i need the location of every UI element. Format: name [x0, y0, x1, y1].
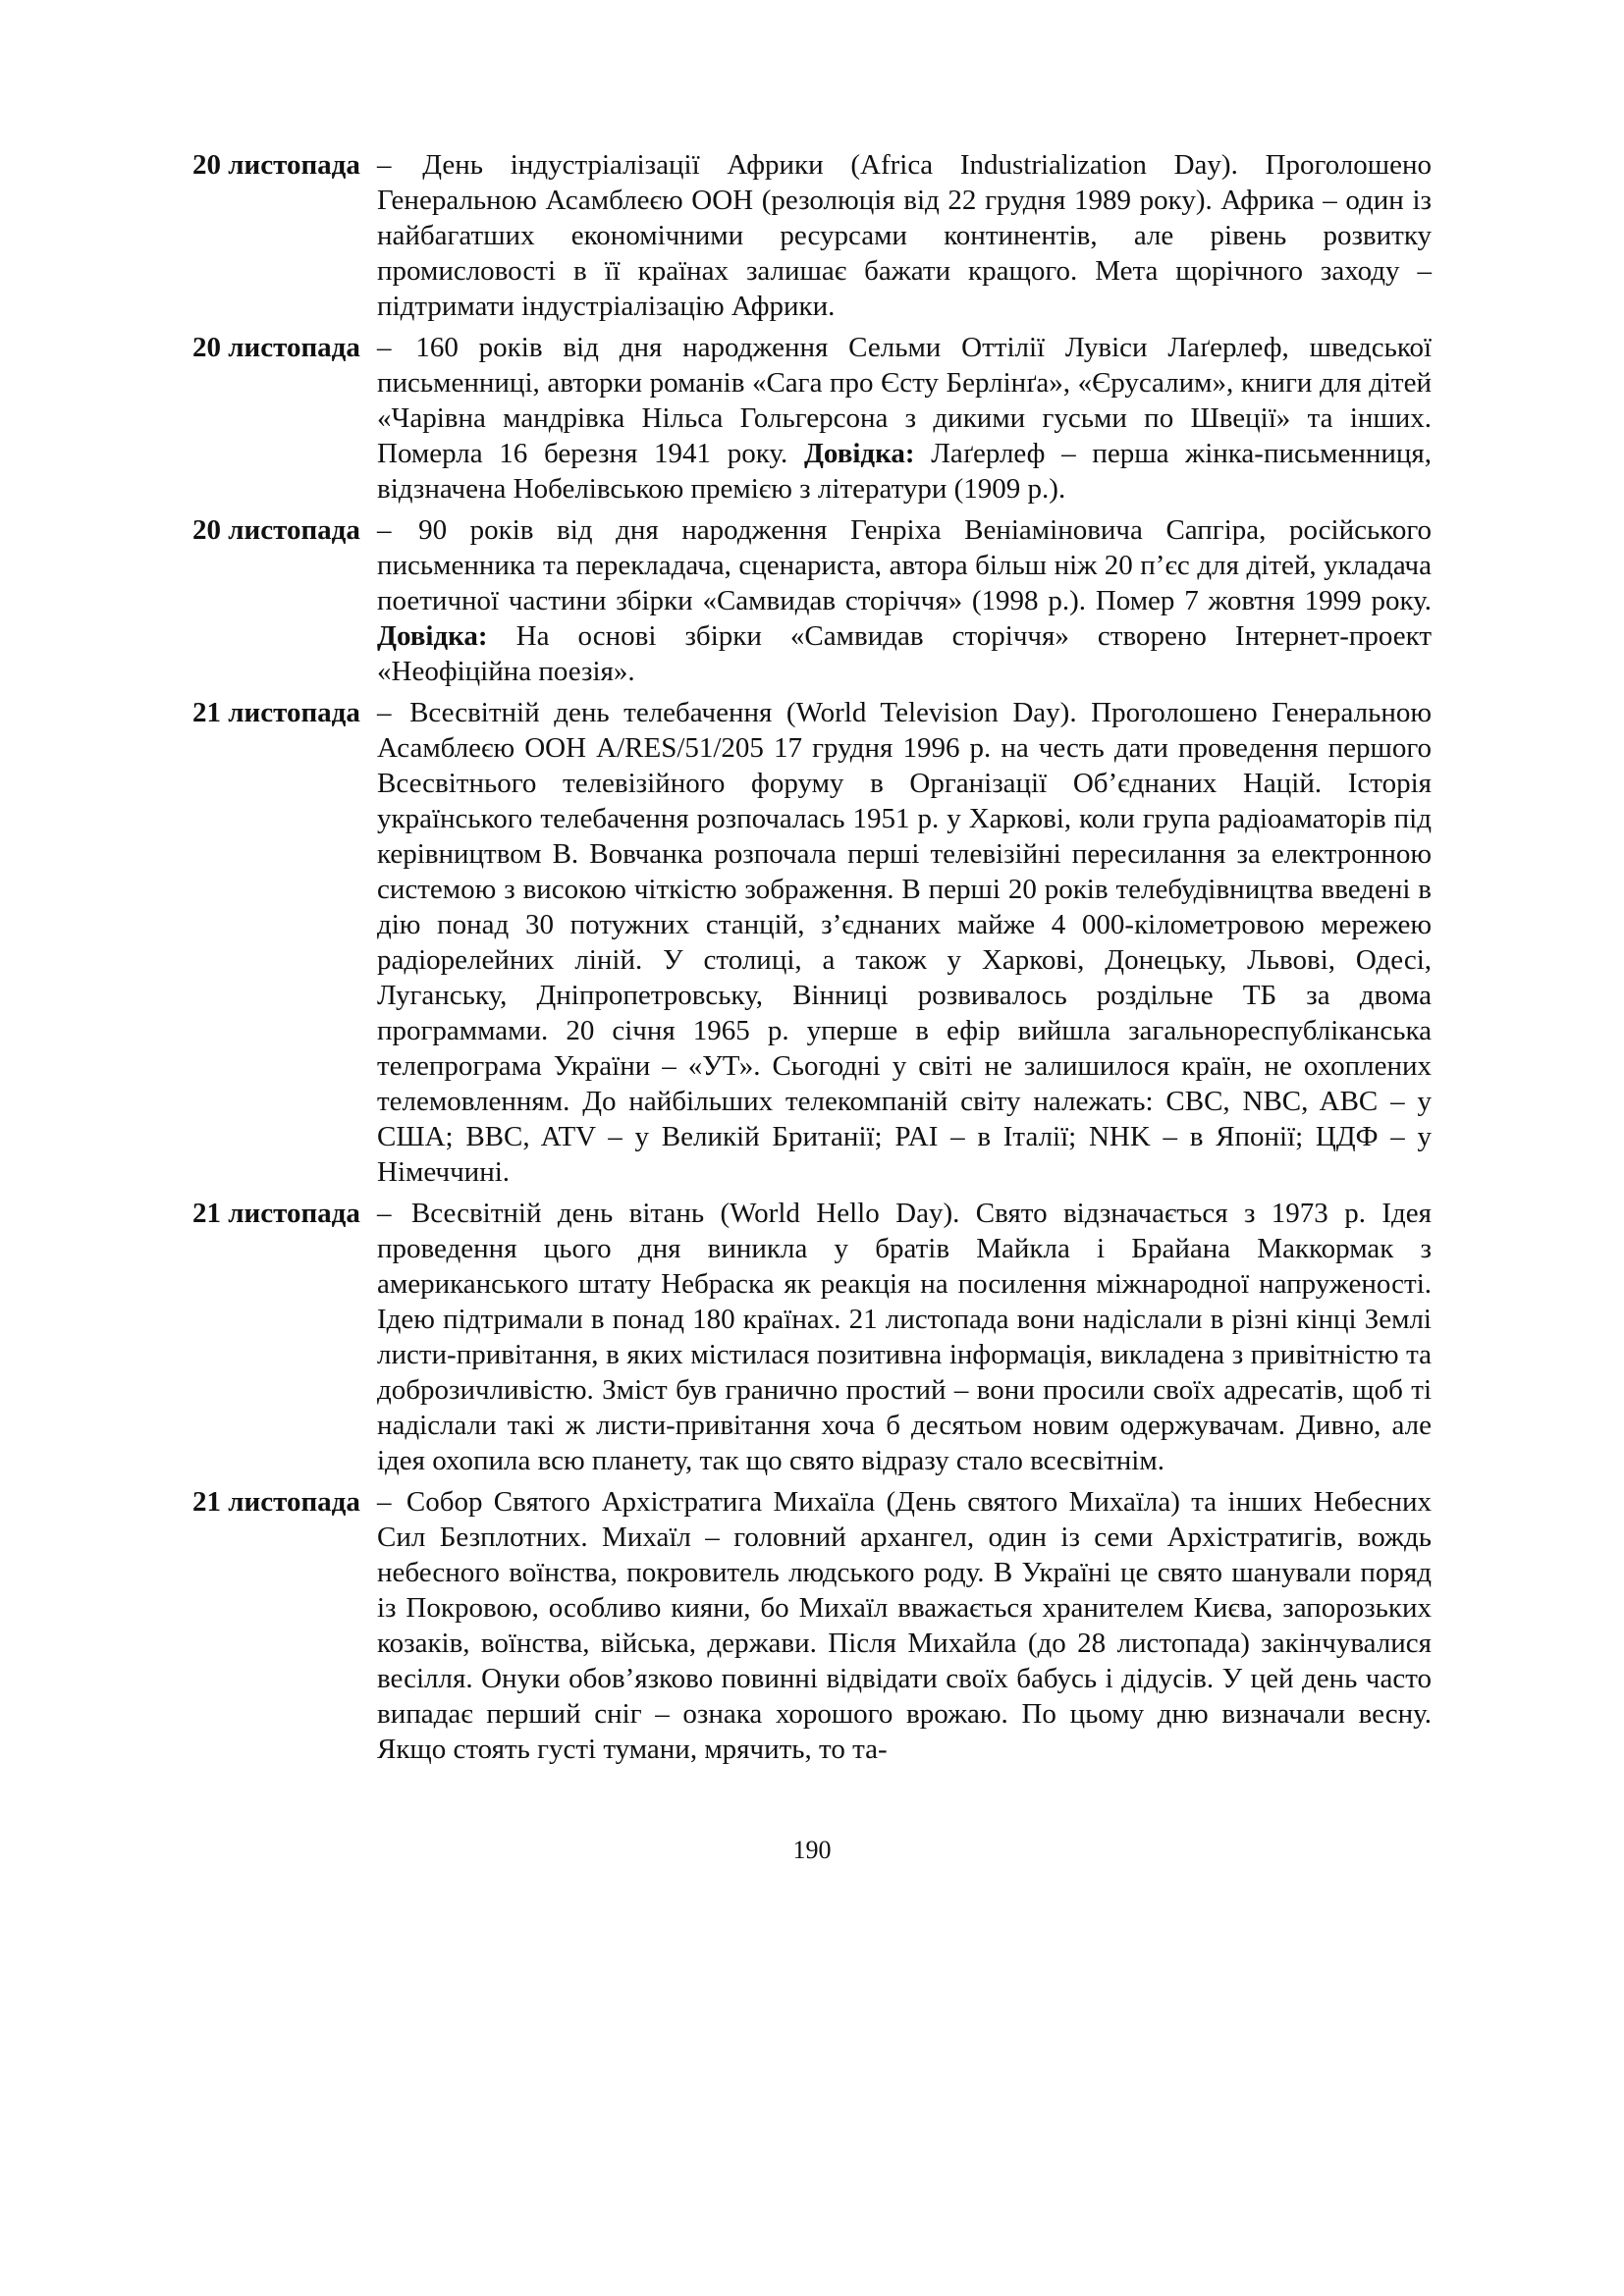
entry-dash: – — [377, 149, 392, 181]
entry-date: 20 листопада — [192, 332, 360, 363]
entry-body: 90 років від дня народження Генріха Веніаміновича Сапгіра, російського письменника та перекладача, сценариста, автора більш ніж 20 п’єс для дітей, укладача поетичної частини збірки «Самвидав сторіччя» (1998 р.). Помер 7 жовтня 1999 року. — [377, 514, 1432, 616]
page-number: 190 — [792, 1836, 832, 1864]
document-page — [192, 147, 1432, 1773]
note-label: Довідка: — [803, 438, 915, 469]
calendar-entry — [192, 512, 1432, 689]
entry-text — [377, 147, 1432, 324]
entry-body: Собор Святого Архістратига Михаїла (День святого Михаїла) та інших Небесних Сил Безплотних. Михаїл – головний архангел, один із семи Архістратигів, вождь небесного воїнства, покровитель людського роду. В Україні це свято шанували поряд із Покровою, особливо кияни, бо Михаїл вважається хранителем Києва, запорозьких козаків, воїнства, війська, держави. Після Михайла (до 28 листопада) закінчувалися весілля. Онуки обов’язково повинні відвідати своїх бабусь і дідусів. У цей день часто випадає перший сніг – ознака хорошого врожаю. По цьому дню визначали весну. Якщо стоять густі тумани, мрячить, то та- — [377, 1486, 1432, 1765]
entry-text — [377, 1484, 1432, 1767]
entry-text — [377, 512, 1432, 689]
calendar-entry — [192, 1484, 1432, 1767]
calendar-entry — [192, 330, 1432, 507]
entry-body: Всесвітній день вітань (World Hello Day). Свято відзначається з 1973 р. Ідея проведення цього дня виникла у братів Майкла і Брайана Маккормак з американського штату Небраска як реакція на посилення міжнародної напруженості. Ідею підтримали в понад 180 країнах. 21 листопада вони надіслали в різні кінці Землі листи-привітання, в яких містилася позитивна інформація, викладена з привітністю та доброзичливістю. Зміст був гранично простий – вони просили своїх адресатів, щоб ті надіслали такі ж листи-привітання хоча б десятьом новим одержувачам. Дивно, але ідея охопила всю планету, так що свято відразу стало всесвітнім. — [377, 1198, 1433, 1476]
note-text: Лаґерлеф – перша жінка-письменниця, відзначена Нобелівською премією з літератури (1909 р.). — [377, 438, 1432, 505]
note-label: Довідка: — [377, 620, 488, 652]
entry-date: 21 листопада — [192, 1198, 360, 1229]
entry-dash: – — [377, 514, 392, 546]
entry-body: Всесвітній день телебачення (World Television Day). Проголошено Генеральною Асамблеєю ООН A/RES/51/205 17 грудня 1996 р. на честь дати проведення першого Всесвітнього телевізійного форуму в Організації Об’єднаних Націй. Історія українського телебачення розпочалась 1951 р. у Харкові, коли група радіоаматорів під керівництвом В. Вовчанка розпочала перші телевізійні пересилання за електронною системою з високою чіткістю зображення. В перші 20 років телебудівництва введені в дію понад 30 потужних станцій, з’єднаних майже 4 000-кілометровою мережею радіорелейних ліній. У столиці, а також у Харкові, Донецьку, Львові, Одесі, Луганську, Дніпропетровську, Вінниці розвивалось роздільне ТБ за двома программами. 20 січня 1965 р. уперше в ефір вийшла загальнореспубліканська телепрограма України – «УТ». Сьогодні у світі не залишилося країн, не охоплених телемовленням. До найбільших телекомпаній світу належать: CBC, NBC, ABC – у США; BBC, ATV – у Великій Британії; PAI – в Італії; NHK – в Японії; ЦДФ – у Німеччині. — [377, 697, 1432, 1188]
entry-text — [377, 1196, 1432, 1478]
note-text: На основі збірки «Самвидав сторіччя» створено Інтернет-проект «Неофіційна поезія». — [377, 620, 1433, 687]
entry-date: 21 листопада — [192, 1486, 360, 1518]
entry-dash: – — [377, 1198, 392, 1229]
entry-date: 20 листопада — [192, 149, 360, 181]
entry-text — [377, 695, 1432, 1190]
entry-dash: – — [377, 332, 392, 363]
entry-body: 160 років від дня народження Сельми Оттілії Лувіси Лаґерлеф, шведської письменниці, авторки романів «Сага про Єсту Берлінґа», «Єрусалим», книги для дітей «Чарівна мандрівка Нільса Гольгерсона з дикими гусьми по Швеції» та інших. Померла 16 березня 1941 року. — [377, 332, 1432, 469]
entry-date: 21 листопада — [192, 697, 360, 728]
entry-date: 20 листопада — [192, 514, 360, 546]
calendar-entry — [192, 695, 1432, 1190]
calendar-entry — [192, 147, 1432, 324]
calendar-entry — [192, 1196, 1432, 1478]
entry-dash: – — [377, 697, 392, 728]
entry-body: День індустріалізації Африки (Africa Industrialization Day). Проголошено Генеральною Асамблеєю ООН (резолюція від 22 грудня 1989 року). Африка – один із найбагатших економічними ресурсами континентів, але рівень розвитку промисловості в її країнах залишає бажати кращого. Мета щорічного заходу – підтримати індустріалізацію Африки. — [377, 149, 1433, 322]
entry-dash: – — [377, 1486, 392, 1518]
entry-text — [377, 330, 1432, 507]
